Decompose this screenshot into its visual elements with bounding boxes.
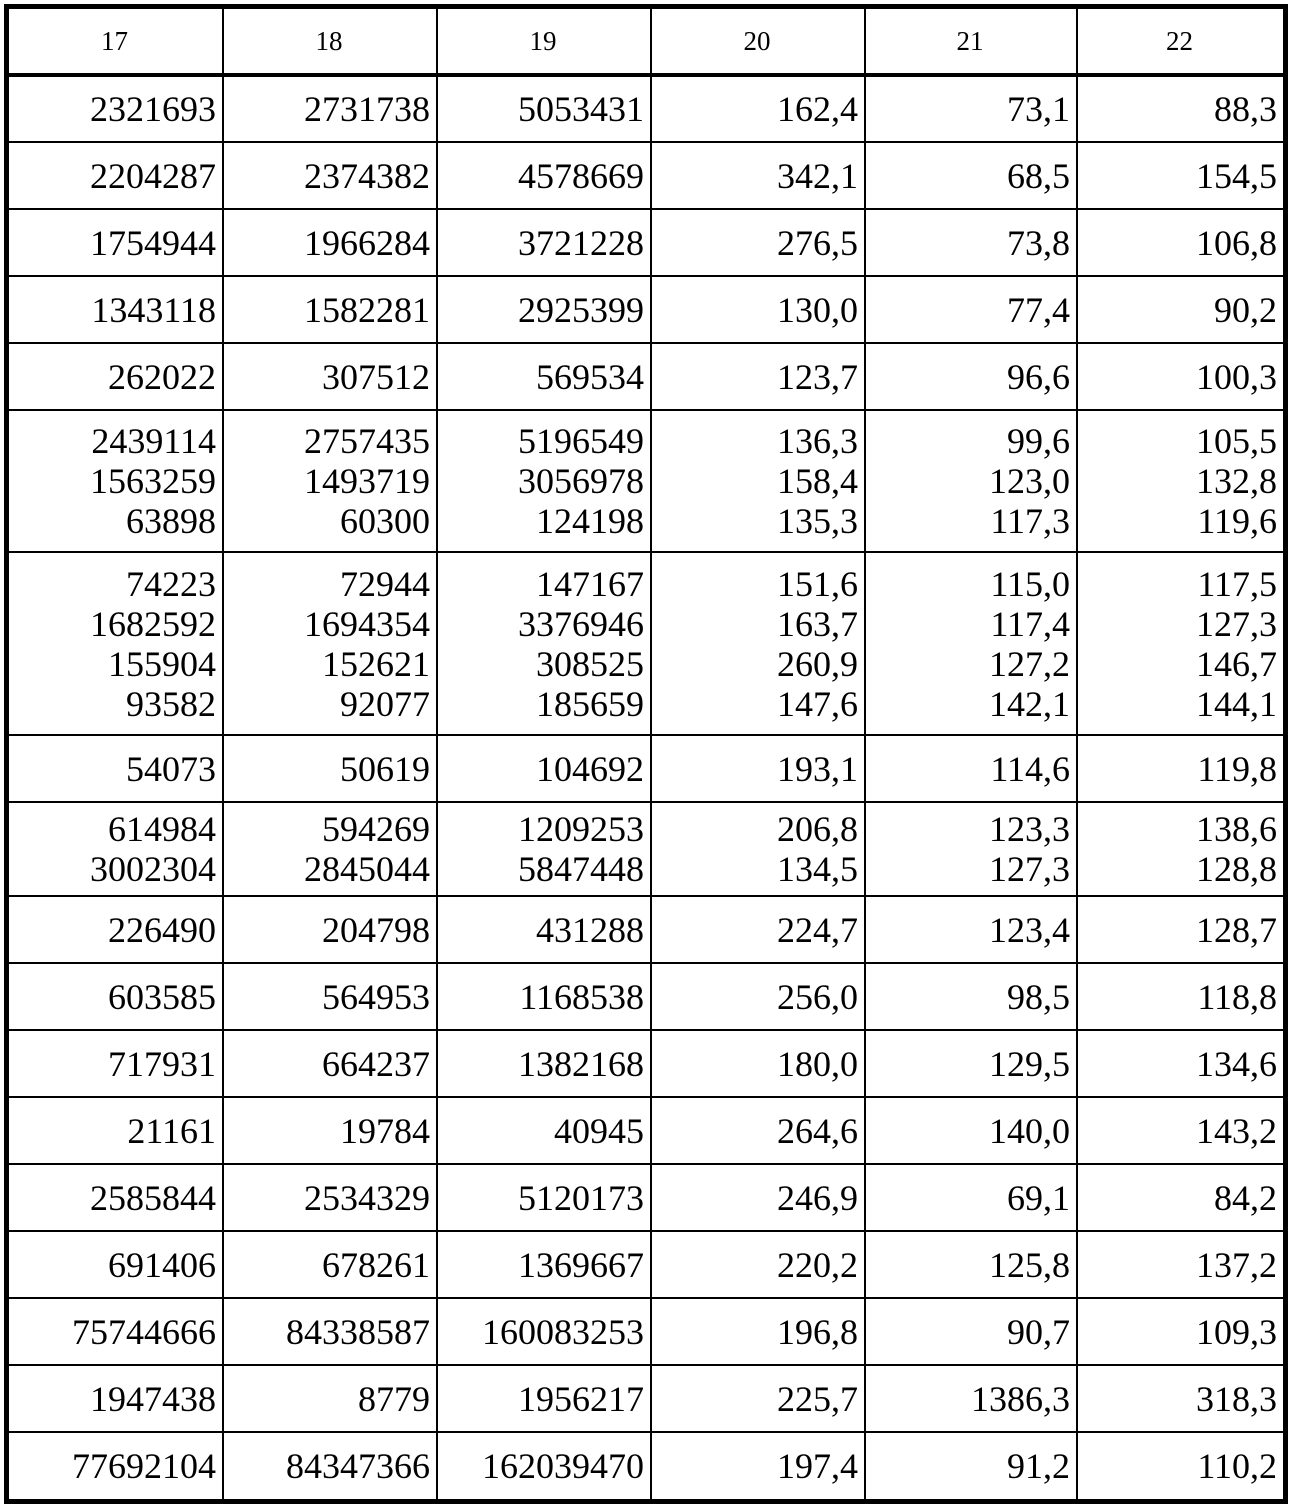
table-row <box>9 896 1283 963</box>
table-cell <box>865 1030 1077 1097</box>
table-cell <box>437 142 651 209</box>
table-cell <box>437 735 651 802</box>
cell-value: 2585844 <box>90 1177 216 1218</box>
cell-value: 2757435 <box>304 421 430 461</box>
table-cell <box>1077 75 1283 142</box>
table-cell <box>1077 1164 1283 1231</box>
table-cell <box>865 410 1077 552</box>
table-cell <box>651 1432 865 1499</box>
cell-value: 134,5 <box>777 849 858 889</box>
table-cell <box>223 1432 437 1499</box>
cell-value: 2439114 <box>91 421 216 461</box>
cell-value: 117,5 <box>1197 563 1277 604</box>
table-cell <box>9 735 223 802</box>
table-cell <box>651 802 865 896</box>
table-cell <box>651 735 865 802</box>
table-cell <box>9 75 223 142</box>
cell-value: 5847448 <box>518 849 644 889</box>
cell-value: 1563259 <box>90 461 216 501</box>
cell-value: 63898 <box>126 501 216 541</box>
table-cell <box>9 552 223 735</box>
table-cell <box>865 343 1077 410</box>
cell-value: 4578669 <box>518 155 644 196</box>
cell-value: 100,3 <box>1196 356 1277 397</box>
table-cell <box>1077 1097 1283 1164</box>
table-cell <box>437 410 651 552</box>
table-cell <box>1077 1030 1283 1097</box>
table-cell <box>651 1164 865 1231</box>
table-cell <box>9 209 223 276</box>
table-cell <box>1077 1432 1283 1499</box>
cell-value: 124198 <box>536 501 644 541</box>
cell-value: 123,3 <box>989 809 1070 849</box>
cell-value: 204798 <box>322 909 430 950</box>
cell-value: 146,7 <box>1196 643 1277 684</box>
cell-value: 185659 <box>536 683 644 724</box>
cell-value: 129,5 <box>989 1043 1070 1084</box>
cell-value: 60300 <box>340 501 430 541</box>
table-cell <box>223 1097 437 1164</box>
cell-value: 127,3 <box>989 849 1070 889</box>
table-cell <box>437 963 651 1030</box>
cell-value: 130,0 <box>777 289 858 330</box>
table-cell <box>437 209 651 276</box>
cell-value: 224,7 <box>777 909 858 950</box>
cell-value: 77692104 <box>72 1446 216 1486</box>
table-cell <box>651 963 865 1030</box>
cell-value: 2321693 <box>90 89 216 129</box>
table-cell <box>437 1365 651 1432</box>
table-cell <box>651 142 865 209</box>
table-cell <box>865 735 1077 802</box>
cell-value: 128,7 <box>1196 909 1277 950</box>
table-row <box>9 1164 1283 1231</box>
table-cell <box>1077 1298 1283 1365</box>
table-cell <box>223 1365 437 1432</box>
cell-value: 196,8 <box>777 1311 858 1352</box>
table-cell <box>865 75 1077 142</box>
table-row <box>9 1030 1283 1097</box>
cell-value: 678261 <box>322 1244 430 1285</box>
table-cell <box>437 75 651 142</box>
cell-value: 1947438 <box>90 1378 216 1419</box>
cell-value: 119,6 <box>1197 501 1277 541</box>
cell-value: 2204287 <box>90 155 216 196</box>
cell-value: 127,3 <box>1196 603 1277 644</box>
table-cell <box>437 802 651 896</box>
cell-value: 147167 <box>536 563 644 604</box>
table-cell <box>865 276 1077 343</box>
table-cell <box>9 142 223 209</box>
cell-value: 1382168 <box>518 1043 644 1084</box>
table-row <box>9 343 1283 410</box>
table-cell <box>865 1298 1077 1365</box>
cell-value: 8779 <box>358 1378 430 1419</box>
cell-value: 260,9 <box>777 643 858 684</box>
table-cell <box>9 1030 223 1097</box>
table-cell <box>9 1231 223 1298</box>
cell-value: 1956217 <box>518 1378 644 1419</box>
cell-value: 73,8 <box>1007 222 1070 263</box>
cell-value: 1493719 <box>304 461 430 501</box>
cell-value: 96,6 <box>1007 356 1070 397</box>
table-cell <box>223 75 437 142</box>
cell-value: 155904 <box>108 643 216 684</box>
column-header: 20 <box>651 9 865 75</box>
table-cell <box>223 1298 437 1365</box>
cell-value: 262022 <box>108 356 216 397</box>
table-row <box>9 209 1283 276</box>
cell-value: 664237 <box>322 1043 430 1084</box>
cell-value: 105,5 <box>1196 421 1277 461</box>
cell-value: 77,4 <box>1007 289 1070 330</box>
table-row <box>9 1298 1283 1365</box>
table-cell <box>1077 1365 1283 1432</box>
table-cell <box>9 896 223 963</box>
table-cell <box>223 343 437 410</box>
table-cell <box>651 1097 865 1164</box>
cell-value: 1754944 <box>90 222 216 263</box>
cell-value: 342,1 <box>777 155 858 196</box>
cell-value: 1386,3 <box>971 1378 1070 1419</box>
table-cell <box>865 1231 1077 1298</box>
cell-value: 119,8 <box>1197 748 1277 789</box>
cell-value: 162039470 <box>482 1446 644 1486</box>
cell-value: 154,5 <box>1196 155 1277 196</box>
cell-value: 1582281 <box>304 289 430 330</box>
cell-value: 19784 <box>340 1110 430 1151</box>
cell-value: 128,8 <box>1196 849 1277 889</box>
table-cell <box>865 552 1077 735</box>
table-cell <box>1077 142 1283 209</box>
table-row <box>9 963 1283 1030</box>
cell-value: 158,4 <box>777 461 858 501</box>
cell-value: 127,2 <box>989 643 1070 684</box>
cell-value: 162,4 <box>777 89 858 129</box>
cell-value: 69,1 <box>1007 1177 1070 1218</box>
cell-value: 50619 <box>340 748 430 789</box>
table-row <box>9 1097 1283 1164</box>
cell-value: 115,0 <box>990 563 1070 604</box>
table-body <box>9 75 1283 1499</box>
cell-value: 40945 <box>554 1110 644 1151</box>
cell-value: 2374382 <box>304 155 430 196</box>
cell-value: 5053431 <box>518 89 644 129</box>
cell-value: 84347366 <box>286 1446 430 1486</box>
table-cell <box>865 209 1077 276</box>
table-cell <box>1077 963 1283 1030</box>
table-cell <box>865 1097 1077 1164</box>
cell-value: 118,8 <box>1197 976 1277 1017</box>
table-cell <box>223 963 437 1030</box>
cell-value: 91,2 <box>1007 1446 1070 1486</box>
table-row <box>9 142 1283 209</box>
cell-value: 717931 <box>108 1043 216 1084</box>
cell-value: 125,8 <box>989 1244 1070 1285</box>
table-cell <box>865 1365 1077 1432</box>
table-row <box>9 1365 1283 1432</box>
table-cell <box>437 1030 651 1097</box>
table-cell <box>651 209 865 276</box>
cell-value: 2925399 <box>518 289 644 330</box>
table-cell <box>223 735 437 802</box>
cell-value: 88,3 <box>1214 89 1277 129</box>
table-cell <box>1077 209 1283 276</box>
cell-value: 180,0 <box>777 1043 858 1084</box>
table-cell <box>223 552 437 735</box>
cell-value: 220,2 <box>777 1244 858 1285</box>
table-cell <box>437 552 651 735</box>
cell-value: 98,5 <box>1007 976 1070 1017</box>
cell-value: 132,8 <box>1196 461 1277 501</box>
cell-value: 136,3 <box>777 421 858 461</box>
table-cell <box>223 896 437 963</box>
cell-value: 1369667 <box>518 1244 644 1285</box>
cell-value: 308525 <box>536 643 644 684</box>
cell-value: 152621 <box>322 643 430 684</box>
cell-value: 2845044 <box>304 849 430 889</box>
column-number-header-row <box>9 9 1283 75</box>
cell-value: 1966284 <box>304 222 430 263</box>
cell-value: 614984 <box>108 809 216 849</box>
table-cell <box>1077 552 1283 735</box>
cell-value: 75744666 <box>72 1311 216 1352</box>
cell-value: 151,6 <box>777 563 858 604</box>
table-cell <box>651 1231 865 1298</box>
table-cell <box>651 276 865 343</box>
cell-value: 123,0 <box>989 461 1070 501</box>
cell-value: 54073 <box>126 748 216 789</box>
table-cell <box>865 1432 1077 1499</box>
table-cell <box>437 1298 651 1365</box>
cell-value: 197,4 <box>777 1446 858 1486</box>
cell-value: 318,3 <box>1196 1378 1277 1419</box>
cell-value: 117,4 <box>990 603 1070 644</box>
cell-value: 92077 <box>340 683 430 724</box>
cell-value: 99,6 <box>1007 421 1070 461</box>
cell-value: 264,6 <box>777 1110 858 1151</box>
table-row <box>9 276 1283 343</box>
table-cell <box>223 276 437 343</box>
cell-value: 93582 <box>126 683 216 724</box>
table-cell <box>865 1164 1077 1231</box>
cell-value: 140,0 <box>989 1110 1070 1151</box>
column-header: 19 <box>437 9 651 75</box>
cell-value: 2731738 <box>304 89 430 129</box>
cell-value: 109,3 <box>1196 1311 1277 1352</box>
cell-value: 106,8 <box>1196 222 1277 263</box>
cell-value: 73,1 <box>1007 89 1070 129</box>
column-header: 21 <box>865 9 1077 75</box>
table-cell <box>9 802 223 896</box>
cell-value: 691406 <box>108 1244 216 1285</box>
cell-value: 143,2 <box>1196 1110 1277 1151</box>
cell-value: 74223 <box>126 563 216 604</box>
table-cell <box>9 410 223 552</box>
cell-value: 68,5 <box>1007 155 1070 196</box>
table-cell <box>651 410 865 552</box>
cell-value: 1168538 <box>519 976 644 1017</box>
cell-value: 135,3 <box>777 501 858 541</box>
cell-value: 147,6 <box>777 683 858 724</box>
table-cell <box>651 75 865 142</box>
cell-value: 5196549 <box>518 421 644 461</box>
statistics-table-frame <box>4 4 1288 1504</box>
table-cell <box>437 343 651 410</box>
cell-value: 1209253 <box>518 809 644 849</box>
table-cell <box>1077 896 1283 963</box>
table-cell <box>223 142 437 209</box>
cell-value: 206,8 <box>777 809 858 849</box>
cell-value: 1682592 <box>90 603 216 644</box>
table-cell <box>865 896 1077 963</box>
table-row <box>9 552 1283 735</box>
column-header: 17 <box>9 9 223 75</box>
table-cell <box>223 1164 437 1231</box>
cell-value: 144,1 <box>1196 683 1277 724</box>
table-cell <box>9 1164 223 1231</box>
cell-value: 307512 <box>322 356 430 397</box>
cell-value: 104692 <box>536 748 644 789</box>
table-cell <box>1077 802 1283 896</box>
table-cell <box>1077 276 1283 343</box>
cell-value: 84338587 <box>286 1311 430 1352</box>
table-row <box>9 410 1283 552</box>
cell-value: 123,7 <box>777 356 858 397</box>
table-row <box>9 1432 1283 1499</box>
cell-value: 603585 <box>108 976 216 1017</box>
table-cell <box>223 802 437 896</box>
table-cell <box>223 1030 437 1097</box>
cell-value: 569534 <box>536 356 644 397</box>
cell-value: 90,7 <box>1007 1311 1070 1352</box>
table-cell <box>437 1164 651 1231</box>
cell-value: 564953 <box>322 976 430 1017</box>
table-cell <box>9 343 223 410</box>
table-cell <box>9 1365 223 1432</box>
table-cell <box>437 1231 651 1298</box>
table-cell <box>1077 1231 1283 1298</box>
cell-value: 276,5 <box>777 222 858 263</box>
statistics-table <box>9 9 1283 1499</box>
cell-value: 256,0 <box>777 976 858 1017</box>
cell-value: 2534329 <box>304 1177 430 1218</box>
table-cell <box>223 209 437 276</box>
cell-value: 137,2 <box>1196 1244 1277 1285</box>
table-cell <box>1077 735 1283 802</box>
cell-value: 163,7 <box>777 603 858 644</box>
table-cell <box>651 552 865 735</box>
cell-value: 226490 <box>108 909 216 950</box>
cell-value: 225,7 <box>777 1378 858 1419</box>
cell-value: 193,1 <box>777 748 858 789</box>
cell-value: 21161 <box>127 1110 216 1151</box>
table-cell <box>9 1298 223 1365</box>
table-cell <box>437 1432 651 1499</box>
cell-value: 246,9 <box>777 1177 858 1218</box>
table-cell <box>437 1097 651 1164</box>
table-cell <box>9 963 223 1030</box>
table-cell <box>437 896 651 963</box>
table-row <box>9 75 1283 142</box>
cell-value: 90,2 <box>1214 289 1277 330</box>
table-cell <box>1077 410 1283 552</box>
table-cell <box>651 1365 865 1432</box>
cell-value: 117,3 <box>990 501 1070 541</box>
table-cell <box>865 802 1077 896</box>
cell-value: 3721228 <box>518 222 644 263</box>
cell-value: 134,6 <box>1196 1043 1277 1084</box>
cell-value: 1343118 <box>91 289 216 330</box>
table-cell <box>437 276 651 343</box>
table-row <box>9 735 1283 802</box>
table-cell <box>651 343 865 410</box>
cell-value: 3002304 <box>90 849 216 889</box>
table-cell <box>651 1298 865 1365</box>
table-cell <box>223 410 437 552</box>
table-cell <box>865 142 1077 209</box>
cell-value: 138,6 <box>1196 809 1277 849</box>
cell-value: 3056978 <box>518 461 644 501</box>
cell-value: 1694354 <box>304 603 430 644</box>
cell-value: 84,2 <box>1214 1177 1277 1218</box>
table-cell <box>9 1432 223 1499</box>
column-header: 18 <box>223 9 437 75</box>
cell-value: 160083253 <box>482 1311 644 1352</box>
cell-value: 72944 <box>340 563 430 604</box>
cell-value: 594269 <box>322 809 430 849</box>
table-cell <box>1077 343 1283 410</box>
table-cell <box>9 276 223 343</box>
table-cell <box>9 1097 223 1164</box>
cell-value: 142,1 <box>989 683 1070 724</box>
cell-value: 431288 <box>536 909 644 950</box>
cell-value: 123,4 <box>989 909 1070 950</box>
table-row <box>9 1231 1283 1298</box>
cell-value: 114,6 <box>990 748 1070 789</box>
table-cell <box>651 896 865 963</box>
table-cell <box>223 1231 437 1298</box>
table-row <box>9 802 1283 896</box>
cell-value: 5120173 <box>518 1177 644 1218</box>
column-header: 22 <box>1077 9 1283 75</box>
table-cell <box>865 963 1077 1030</box>
table-cell <box>651 1030 865 1097</box>
cell-value: 3376946 <box>518 603 644 644</box>
cell-value: 110,2 <box>1197 1446 1277 1486</box>
